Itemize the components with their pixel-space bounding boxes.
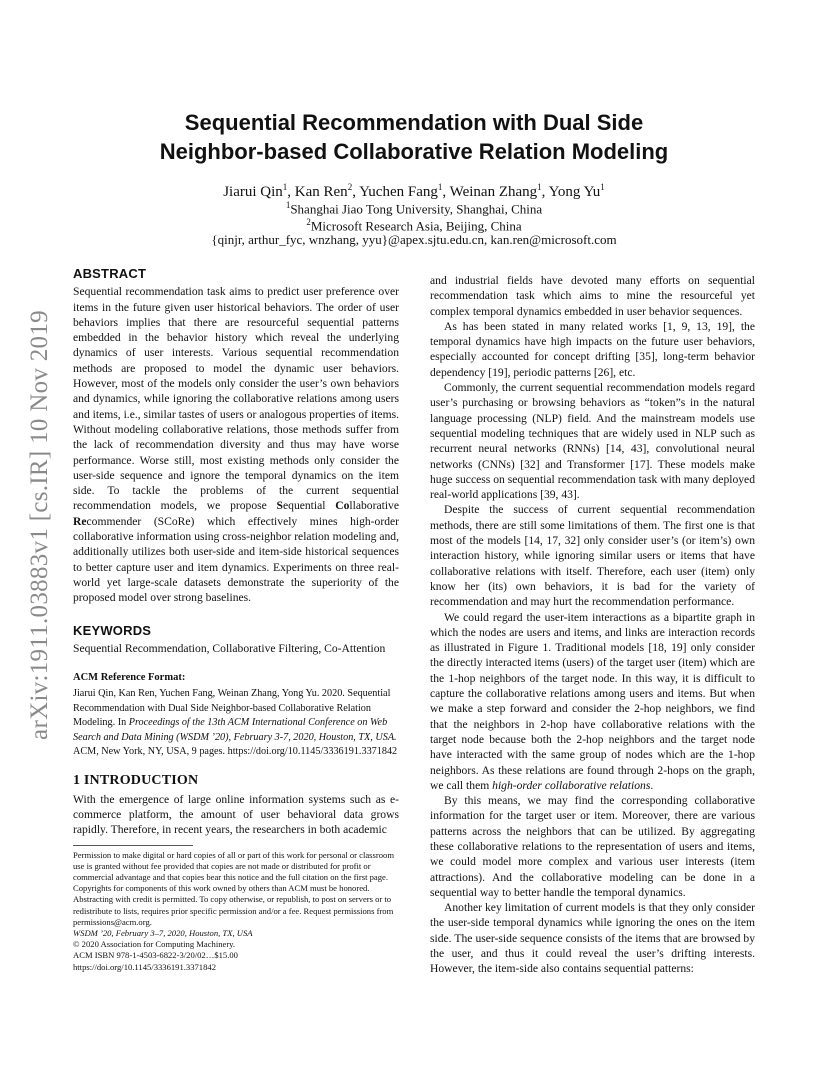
intro-paragraph-5: We could regard the user-item interactions as a bipartite graph in which the nodes are users and items, and links are interaction records as illustrated in Figure 1. Traditional models [18, 19] only consider the directly interacted items (users) of the target user (item) which are the 1-hop neighbors of the target node. In this way, it is difficult to capture the collaborative relations among users and items. But when we make a step forward and consider the 2-hop neighbors, we find that the neighbors in 2-hop have collaborative relations with the target node because both the 2-hop neighbors and the target node have interacted with the same group of nodes which are the 1-hop neighbors. As these relations are found through 2-hops on the graph, we call them high-order collaborative relations. bbox=[430, 610, 755, 792]
conference-info: WSDM ’20, February 3–7, 2020, Houston, TX, USA bbox=[73, 928, 253, 939]
permission-text: Permission to make digital or hard copies of all or part of this work for personal or classroom use is granted without fee provided that copies are not made or distributed for profit or commercial advantage and that copies bear this notice and the full citation on the first page. Copyrights for components of this work owned by others than ACM must be honored. Abstracting with credit is permitted. To copy otherwise, or republish, to post on servers or to redistribute to lists, requires prior specific permission and/or a fee. Request permissions from permissions@acm.org. bbox=[73, 849, 394, 927]
affiliation-2: $^2$Microsoft Research Asia, Beijing, China bbox=[306, 217, 522, 234]
arxiv-side-stamp bbox=[20, 290, 60, 760]
arxiv-identifier: arXiv:1911.03883v1 [cs.IR] 10 Nov 2019 bbox=[26, 310, 53, 740]
intro-paragraph-2: As has been stated in many related works [1, 9, 13, 19], the temporal dynamics have high impacts on the future user behaviors, especially accounted for concept drifting [35], long-term behavior dependency [19], periodic patterns [26], etc. bbox=[430, 319, 755, 379]
introduction-heading: 1 INTRODUCTION bbox=[73, 773, 199, 789]
author-emails: {qinjr, arthur_fyc, wnzhang, yyu}@apex.sjtu.edu.cn, kan.ren@microsoft.com bbox=[211, 232, 617, 247]
intro-paragraph-1: With the emergence of large online information systems such as e-commerce platform, the amount of user behavioral data grows rapidly. Therefore, in recent years, the researchers in both academic bbox=[73, 792, 399, 837]
footnote-rule bbox=[73, 845, 193, 846]
intro-paragraph-4: Despite the success of current sequential recommendation methods, there are still some limitations of them. The first one is that most of the models [14, 17, 32] only consider user’s (or item’s) own interaction history, while ignoring similar users or items that have collaborative relations with itself. Therefore, each user (item) only know her (its) own behaviors, it is bad for the variety of recommendation and may hurt the recommendation performance. bbox=[430, 503, 755, 609]
intro-paragraph-6: By this means, we may find the corresponding collaborative information for the target user or item. Moreover, there are various patterns across the neighbors that can be utilized. By aggregating these collaborative relations to the representation of users and items, we could model more complex and various user interests (item attractions). And the collaborative modeling can be done in a sequential way to better handle the temporal dynamics. bbox=[430, 794, 755, 899]
doi-line: https://doi.org/10.1145/3336191.3371842 bbox=[73, 961, 216, 972]
author: Kan Ren$^2$, bbox=[294, 182, 360, 200]
copyright-line: © 2020 Association for Computing Machinery. bbox=[73, 939, 236, 950]
author: Yong Yu$^1$ bbox=[548, 182, 605, 200]
intro-paragraph-3: Commonly, the current sequential recommendation models regard user’s purchasing or browsing behaviors as “token”s in the natural language processing (NLP) field. And the mainstream models use sequential modeling techniques that are widely used in NLP such as recurrent neural networks (RNNs) [14, 43], convolutional neural networks (CNNs) [32] and Transformer [17]. These models make huge success on sequential recommendation task with many deployed real-world applications [39, 43]. bbox=[430, 381, 755, 502]
keywords-text: Sequential Recommendation, Collaborative Filtering, Co-Attention bbox=[73, 641, 386, 655]
paper-title bbox=[100, 108, 728, 166]
title-line-1: Sequential Recommendation with Dual Side bbox=[184, 110, 644, 135]
isbn-line: ACM ISBN 978-1-4503-6822-3/20/02…$15.00 bbox=[73, 950, 238, 961]
title-line-2: Neighbor-based Collaborative Relation Modeling bbox=[159, 139, 669, 164]
right-column bbox=[430, 273, 755, 977]
acm-reference-text: Jiarui Qin, Kan Ren, Yuchen Fang, Weinan Zhang, Yong Yu. 2020. Sequential Recommendation with Dual Side Neighbor-based Collaborative Relation Modeling. In Proceedings of the 13th ACM International Conference on Web Search and Data Mining (WSDM ’20), February 3-7, 2020, Houston, TX, USA. ACM, New York, NY, USA, 9 pages. https://doi.org/10.1145/3336191.3371842 bbox=[73, 688, 398, 758]
acm-reference-heading: ACM Reference Format: bbox=[73, 672, 186, 684]
intro-paragraph-7: Another key limitation of current models is that they only consider the user-side temporal dynamics while ignoring the ones on the item side. The user-side sequence consists of the items that are browsed by the user, and thus it could reveal the user’s drifting interests. However, the item-side also contains sequential patterns: bbox=[430, 901, 755, 976]
author: Weinan Zhang$^1$, bbox=[449, 182, 549, 200]
left-column bbox=[73, 266, 399, 973]
affiliation-1: $^1$Shanghai Jiao Tong University, Shanghai, China bbox=[285, 200, 543, 217]
abstract-text: Sequential recommendation task aims to predict user preference over items in the future given user historical behaviors. The order of user behaviors implies that there are resourceful sequential patterns embedded in the behavior history which reveal the underlying dynamics of user interests. Various sequential recommendation methods are proposed to model the dynamic user behaviors. However, most of the models only consider the user’s own behaviors and dynamics, while ignoring the collaborative relations among users and items, i.e., similar tastes of users or analogous properties of items. Without modeling collaborative relations, those methods suffer from the lack of recommendation diversity and thus may have worse performance. Worse still, most existing methods only consider the user-side sequence and ignore the temporal dynamics on the item side. To tackle the problems of the current sequential recommendation models, we propose Sequential Collaborative Recommender (SCoRe) which effectively mines high-order collaborative information using cross-neighbor relation modeling and, additionally utilizes both user-side and item-side historical sequences to better capture user and item dynamics. Experiments on three real-world yet large-scale datasets demonstrate the superiority of the proposed model over strong baselines. bbox=[73, 285, 399, 605]
author: Jiarui Qin$^1$, bbox=[223, 182, 295, 200]
keywords-heading: KEYWORDS bbox=[73, 622, 152, 638]
abstract-heading: ABSTRACT bbox=[73, 266, 147, 281]
author: Yuchen Fang$^1$, bbox=[359, 182, 450, 200]
intro-paragraph-1-continued: and industrial fields have devoted many efforts on sequential recommendation task which aims to mine the resourceful yet complex temporal dynamics embedded in user behavior sequences. bbox=[430, 274, 755, 318]
permission-footnote bbox=[73, 850, 399, 973]
